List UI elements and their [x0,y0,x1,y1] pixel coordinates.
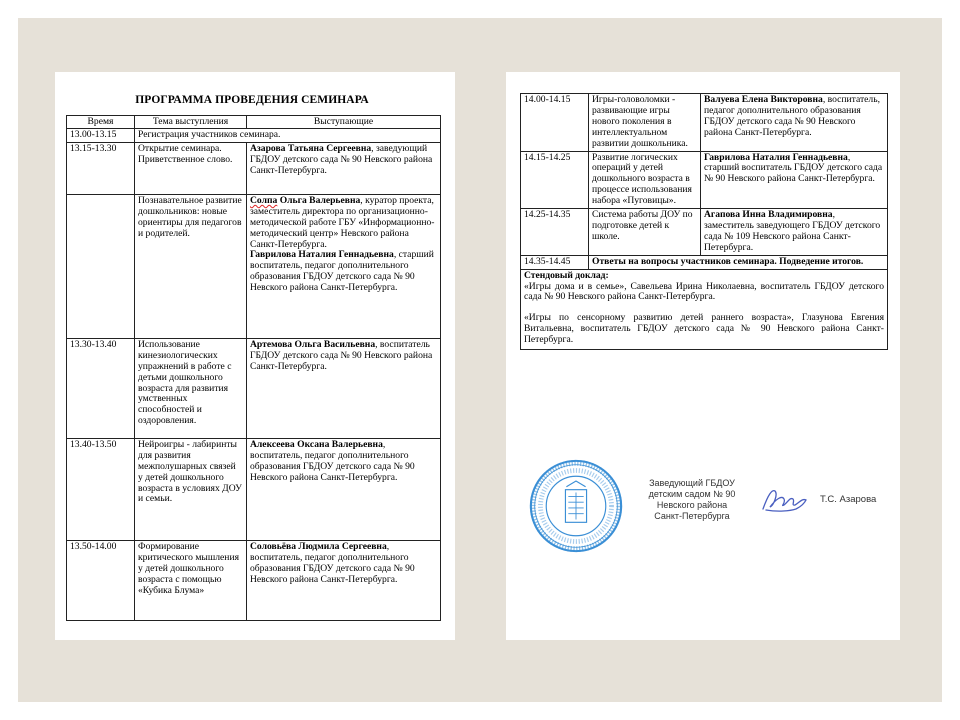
topic-cell: Использование кинезиологических упражнений в работе с детьми дошкольного возраста для развития умственных способностей и оздоровления. [135,338,247,438]
topic-cell: Игры-головоломки - развивающие игры нового поколения в интеллектуальном развитии дошкольника. [589,94,701,152]
table-row [67,540,441,620]
table-row [67,129,441,143]
speaker-name-part: Солпа [250,194,278,206]
program-table-page1 [66,115,441,621]
topic-cell: Формирование критического мышления у детей дошкольного возраста с помощью «Кубика Блума» [135,540,247,620]
document-title: ПРОГРАММА ПРОВЕДЕНИЯ СЕМИНАРА [135,94,369,106]
table-row [521,269,888,349]
time-cell: 14.35-14.45 [521,255,589,269]
header-time: Время [67,116,135,129]
speaker-sep: , [382,438,386,450]
speaker-role: воспитатель, педагог дополнительного образования ГБДОУ детского сада № 90 Невского района Санкт-Петербурга. [704,94,880,138]
header-topic: Тема выступления [135,116,247,129]
table-row [67,194,441,338]
speaker-role: воспитатель, педагог дополнительного образования ГБДОУ детского сада № 90 Невского района Санкт-Петербурга. [250,551,415,585]
speaker-name: Артемова Ольга Васильевна [250,338,376,350]
speaker-name: Алексеева Оксана Валерьевна [250,438,383,450]
speaker-role: старший воспитатель, педагог дополнительного образования ГБДОУ детского сада № 90 Невского района Санкт-Петербурга. [250,249,434,294]
speaker-sep: , [822,94,826,105]
time-cell: 14.15-14.25 [521,151,589,209]
stand-report-cell [521,269,888,349]
table-row [521,94,888,152]
speaker-cell [247,540,441,620]
topic-cell: Развитие логических операций у детей дошкольного возраста в процессе использования набора «Пуговицы». [589,151,701,209]
table-row [67,438,441,540]
table-row [521,151,888,209]
registration-cell: Регистрация участников семинара. [135,129,441,143]
speaker-name: Валуева Елена Викторовна [704,94,823,105]
speaker-cell [701,209,888,256]
topic-cell: Открытие семинара. Приветственное слово. [135,142,247,194]
summary-cell [589,255,888,269]
topic-cell: Познавательное развитие дошкольников: новые ориентиры для педагогов и родителей. [135,194,247,338]
topic-cell: Система работы ДОУ по подготовке детей к школе. [589,209,701,256]
time-cell: 13.50-14.00 [67,540,135,620]
speaker-cell [247,338,441,438]
speaker-cell [701,151,888,209]
speaker-cell [247,142,441,194]
stand-item: «Игры по сенсорному развитию детей раннего возраста», Глазунова Евгения Витальевна, воспитатель ГБДОУ детского сада № 90 Невского района Санкт-Петербурга. [524,312,884,346]
handwritten-signature [760,485,810,515]
table-row [67,338,441,438]
table-row [521,209,888,256]
speaker-name: Гаврилова Наталия Геннадьевна [704,151,848,163]
speaker-cell [247,194,441,338]
speaker-sep: , [371,142,374,154]
speaker-sep: , [386,540,390,552]
time-cell: 13.00-13.15 [67,129,135,143]
speaker-sep: , [375,338,378,350]
speaker-role: заместитель заведующего ГБДОУ детского сада № 109 Невского района Санкт-Петербурга. [704,219,881,253]
speaker-role: воспитатель, педагог дополнительного образования ГБДОУ детского сада № 90 Невского района Санкт-Петербурга. [250,449,415,483]
table-row [521,255,888,269]
topic-cell: Нейроигры - лабиринты для развития межполушарных связей у детей дошкольного возраста в условиях ДОУ и семьи. [135,438,247,540]
speaker-cell [701,94,888,152]
time-cell: 13.30-13.40 [67,338,135,438]
stand-item: «Игры дома и в семье», Савельева Ирина Николаевна, воспитатель ГБДОУ детского сада № 90 Невского района Санкт-Петербурга. [524,280,884,303]
header-speakers: Выступающие [247,116,441,129]
time-cell: 13.40-13.50 [67,438,135,540]
speaker-role: старший воспитатель ГБДОУ детского сада № 90 Невского района Санкт-Петербурга. [704,162,883,185]
speaker-name: Соловьёва Людмила Сергеевна [250,540,387,552]
speaker-cell [247,438,441,540]
speaker-name-part: Ольга Валерьевна [277,194,361,206]
speaker-name: Агапова Инна Владимировна [704,209,833,221]
speaker-role: заведующий ГБДОУ детского сада № 90 Невского района Санкт-Петербурга. [250,142,433,176]
time-cell: 13.15-13.30 [67,142,135,194]
speaker-name: Гаврилова Наталия Геннадьевна [250,249,394,261]
speaker-sep: , [847,151,851,163]
table-row [67,142,441,194]
time-cell: 14.25-14.35 [521,209,589,256]
official-stamp [528,458,624,554]
summary-text: Ответы на вопросы участников семинара. Подведение итогов. [592,255,864,267]
signer-name: Т.С. Азарова [820,494,877,505]
stand-heading: Стендовый доклад: [524,269,609,281]
speaker-role: , куратор проекта, заместитель директора по организационно-методической работе ГБУ «Информационно-методический центр» Невского района Санкт-Петербурга. [250,194,435,250]
time-cell-empty [67,194,135,338]
speaker-name: Азарова Татьяна Сергеевна [250,142,372,154]
speaker-sep: , [393,249,397,261]
speaker-sep: , [832,209,835,221]
time-cell: 14.00-14.15 [521,94,589,152]
speaker-role: воспитатель ГБДОУ детского сада № 90 Невского района Санкт-Петербурга. [250,338,433,372]
table-header-row [67,116,441,129]
program-table-page2 [520,93,888,350]
signature-position: Заведующий ГБДОУ детским садом № 90 Невского района Санкт-Петербурга [648,478,736,521]
